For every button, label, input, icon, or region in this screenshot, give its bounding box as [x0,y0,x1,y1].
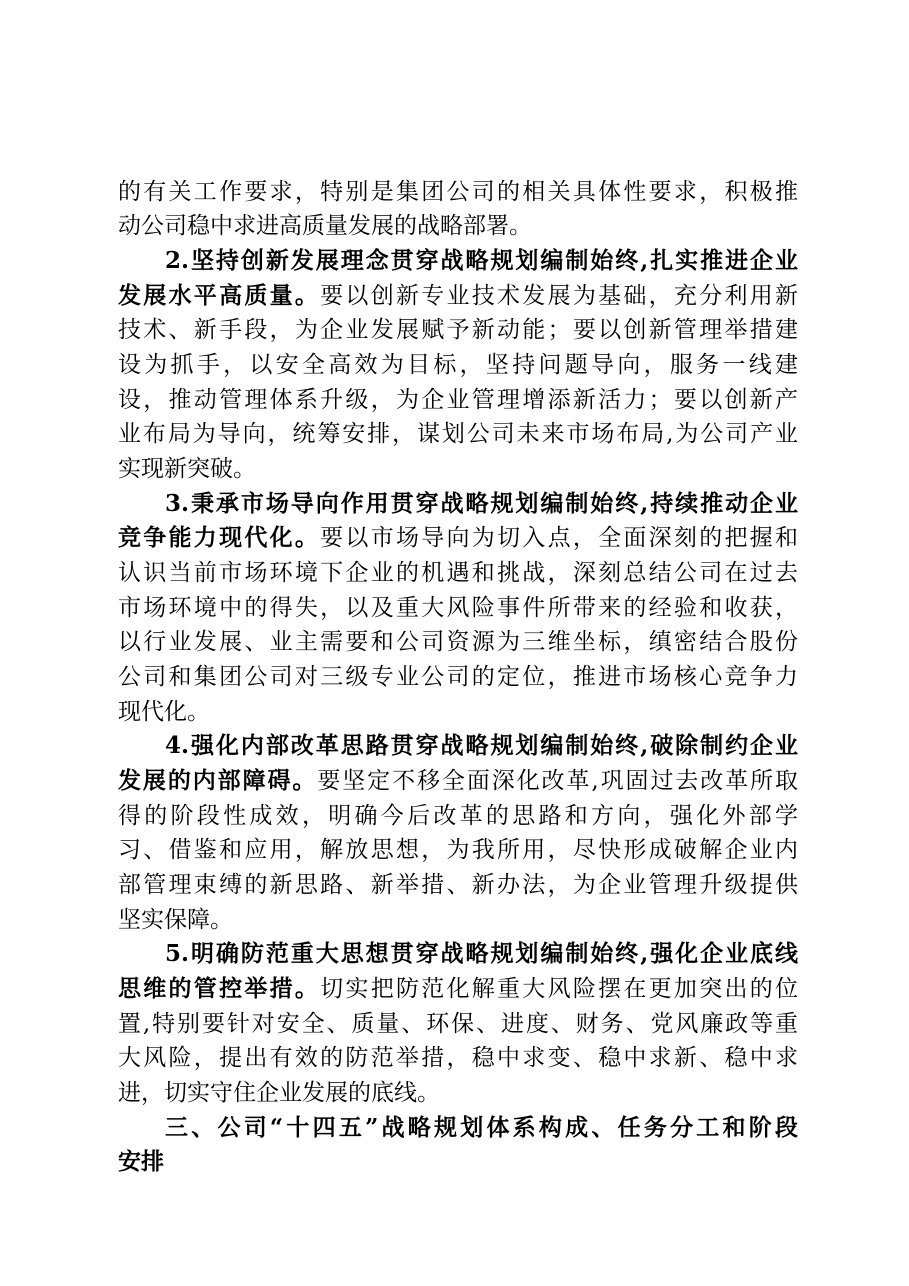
chapter-heading-end: 安排 [118,1148,164,1175]
body-text-line: 市场环境中的得失，以及重大风险事件所带来的经验和收获， [118,595,798,621]
body-text-line: 的有关工作要求，特别是集团公司的相关具体性要求，积极推 [118,179,798,205]
body-text-line: 业布局为导向，统筹安排，谋划公司未来市场布局,为公司产业 [118,421,798,447]
body-text-line: 进，切实守住企业发展的底线。 [118,1080,440,1106]
body-text-line: 习、借鉴和应用，解放思想，为我所用，尽快形成破解企业内 [118,837,798,863]
body-text-line: 得的阶段性成效，明确今后改革的思路和方向，强化外部学 [118,803,798,829]
body-text-line: 部管理束缚的新思路、新举措、新办法，为企业管理升级提供 [118,872,798,898]
body-text-line: 坚实保障。 [118,907,233,933]
chapter-heading: 三、公司“十四五”战略规划体系构成、任务分工和阶段 [165,1114,798,1141]
section-heading-2: 2.坚持创新发展理念贯穿战略规划编制始终,扎实推进企业 [165,247,798,274]
body-text-line [118,761,798,801]
body-text-line [118,518,798,558]
section-heading-5: 5.明确防范重大思想贯穿战略规划编制始终,强化企业底线 [165,940,798,967]
body-text-line: 技术、新手段，为企业发展赋予新动能；要以创新管理举措建 [118,317,798,343]
body-text-span: 要以市场导向为切入点，全面深刻的把握和 [320,525,798,551]
section-heading-5-end: 思维的管控举措。 [118,975,321,1002]
body-text-span: 切实把防范化解重大风险摆在更加突出的位 [320,976,798,1002]
body-text-line: 大风险，提出有效的防范举措，稳中求变、稳中求新、稳中求 [118,1045,798,1071]
section-heading-2-end: 发展水平高质量。 [118,282,321,309]
body-text-line: 实现新突破。 [118,456,256,482]
body-text-line: 公司和集团公司对三级专业公司的定位，推进市场核心竞争力 [118,664,798,690]
body-text-line: 设为抓手，以安全高效为目标，坚持问题导向，服务一线建 [118,352,798,378]
body-text-span: 要坚定不移全面深化改革,巩固过去改革所取 [317,768,798,794]
section-heading-4: 4.强化内部改革思路贯穿战略规划编制始终,破除制约企业 [165,732,798,759]
body-text-line: 设，推动管理体系升级，为企业管理增添新活力；要以创新产 [118,387,798,413]
body-text-line: 动公司稳中求进高质量发展的战略部署。 [118,213,532,239]
body-text-line [118,969,798,1009]
body-text-line: 认识当前市场环境下企业的机遇和挑战，深刻总结公司在过去 [118,560,798,586]
body-text-span: 要以创新专业技术发展为基础，充分利用新 [320,283,798,309]
body-text-line: 置,特别要针对安全、质量、环保、进度、财务、党风廉政等重 [118,1011,798,1037]
section-heading-3-end: 竞争能力现代化。 [118,524,321,551]
section-heading-4-end: 发展的内部障碍。 [118,767,318,794]
body-text-line: 现代化。 [118,699,210,725]
section-heading-3: 3.秉承市场导向作用贯穿战略规划编制始终,持续推动企业 [165,490,798,517]
body-text-line: 以行业发展、业主需要和公司资源为三维坐标，缜密结合股份 [118,629,798,655]
